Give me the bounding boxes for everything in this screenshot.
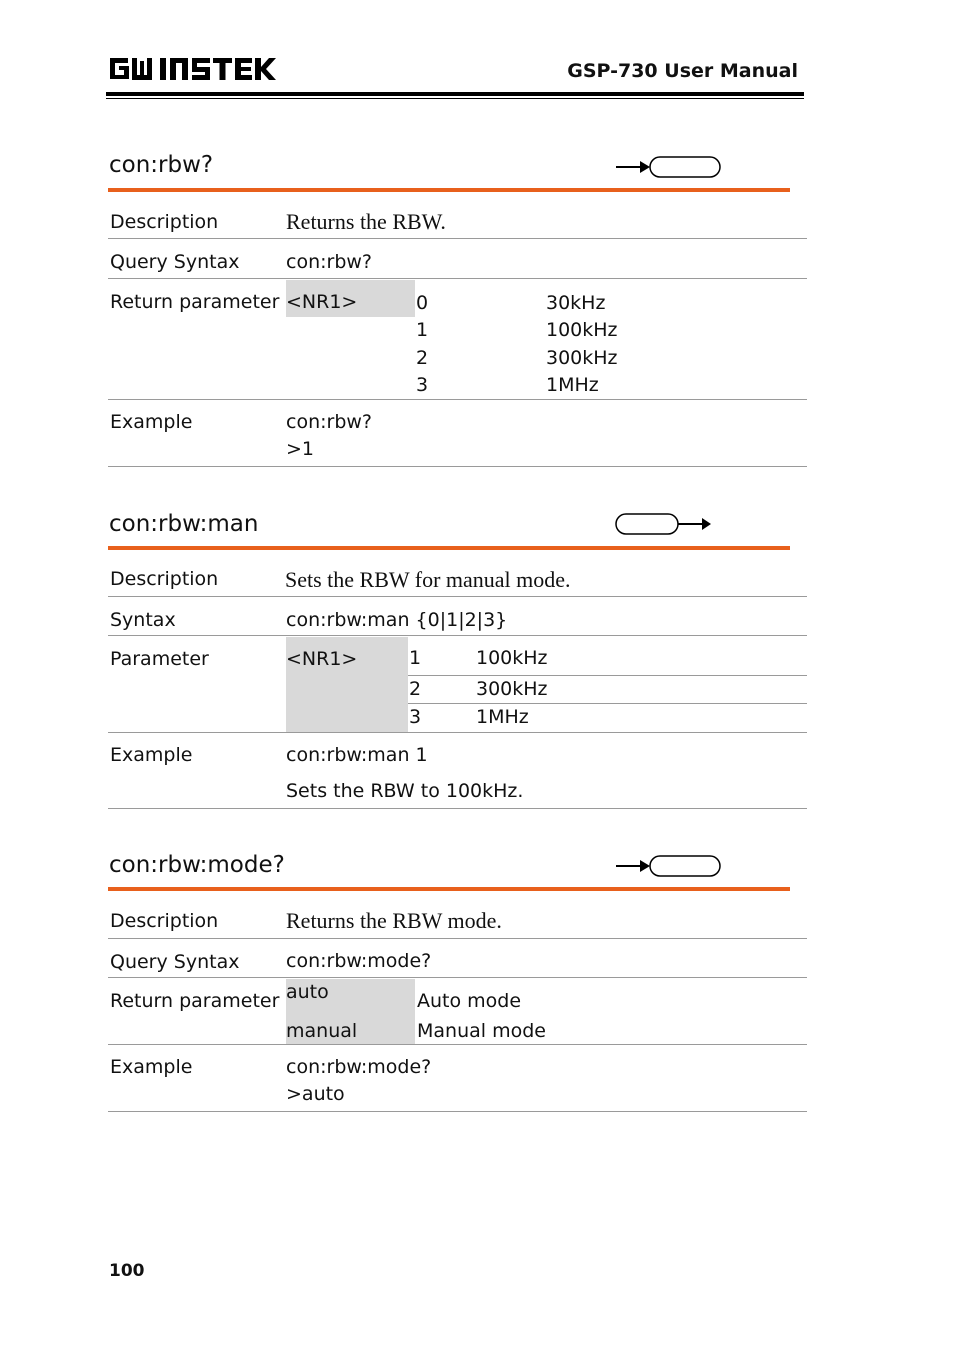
section-title: con:rbw:man [109,511,259,537]
syntax-label: Syntax [110,609,176,631]
description-label: Description [110,568,219,590]
param-value: 1MHz [476,706,529,728]
param-value: 30kHz [546,292,606,314]
param-code: auto [286,981,329,1003]
row-divider [108,732,807,733]
param-value: 100kHz [476,647,548,669]
param-label: Return parameter [110,990,280,1012]
row-divider [108,1044,807,1045]
example-line: >auto [286,1083,345,1105]
param-code: 3 [416,374,429,396]
syntax-label: Query Syntax [110,951,240,973]
example-line: Sets the RBW to 100kHz. [286,780,524,802]
param-value: 300kHz [546,347,618,369]
row-divider [108,1111,807,1112]
syntax-text: con:rbw:man {0|1|2|3} [286,609,508,631]
example-label: Example [110,1056,193,1078]
description-label: Description [110,910,219,932]
row-divider [108,238,807,239]
param-code: 1 [416,319,429,341]
page-number: 100 [109,1261,145,1281]
row-divider [108,808,807,809]
param-code: 2 [416,347,429,369]
example-label: Example [110,411,193,433]
example-label: Example [110,744,193,766]
param-code: manual [286,1020,358,1042]
param-value: 300kHz [476,678,548,700]
description-text: Returns the RBW mode. [286,908,502,933]
param-code: 3 [409,706,422,728]
param-code: 1 [409,647,422,669]
row-divider [108,938,807,939]
row-divider [408,703,807,704]
row-divider [108,466,807,467]
section-rule [108,546,790,550]
section-rule [108,188,790,192]
header-divider-thin [106,98,804,99]
description-text: Sets the RBW for manual mode. [285,567,571,592]
row-divider [108,278,807,279]
param-value: Manual mode [417,1020,546,1042]
param-code: 2 [409,678,422,700]
syntax-text: con:rbw? [286,251,373,273]
description-label: Description [110,211,219,233]
param-type: <NR1> [286,291,358,313]
example-line: con:rbw? [286,411,373,433]
set-icon [614,512,714,538]
row-divider [408,675,807,676]
param-value: 100kHz [546,319,618,341]
section-title: con:rbw? [109,152,214,178]
query-icon [614,854,724,880]
header-divider [106,92,804,96]
syntax-text: con:rbw:mode? [286,950,432,972]
param-value: 1MHz [546,374,599,396]
row-divider [108,977,807,978]
row-divider [108,635,807,636]
example-line: >1 [286,438,315,460]
param-value: Auto mode [417,990,522,1012]
brand-logo [108,54,280,84]
section-rule [108,887,790,891]
query-icon [614,155,724,181]
manual-title: GSP-730 User Manual [567,60,798,82]
section-title: con:rbw:mode? [109,852,285,878]
param-type: <NR1> [286,648,358,670]
description-text: Returns the RBW. [286,209,446,234]
param-label: Return parameter [110,291,280,313]
example-line: con:rbw:mode? [286,1056,432,1078]
example-line: con:rbw:man 1 [286,744,428,766]
syntax-label: Query Syntax [110,251,240,273]
param-code: 0 [416,292,429,314]
row-divider [108,399,807,400]
row-divider [108,596,807,597]
param-label: Parameter [110,648,209,670]
